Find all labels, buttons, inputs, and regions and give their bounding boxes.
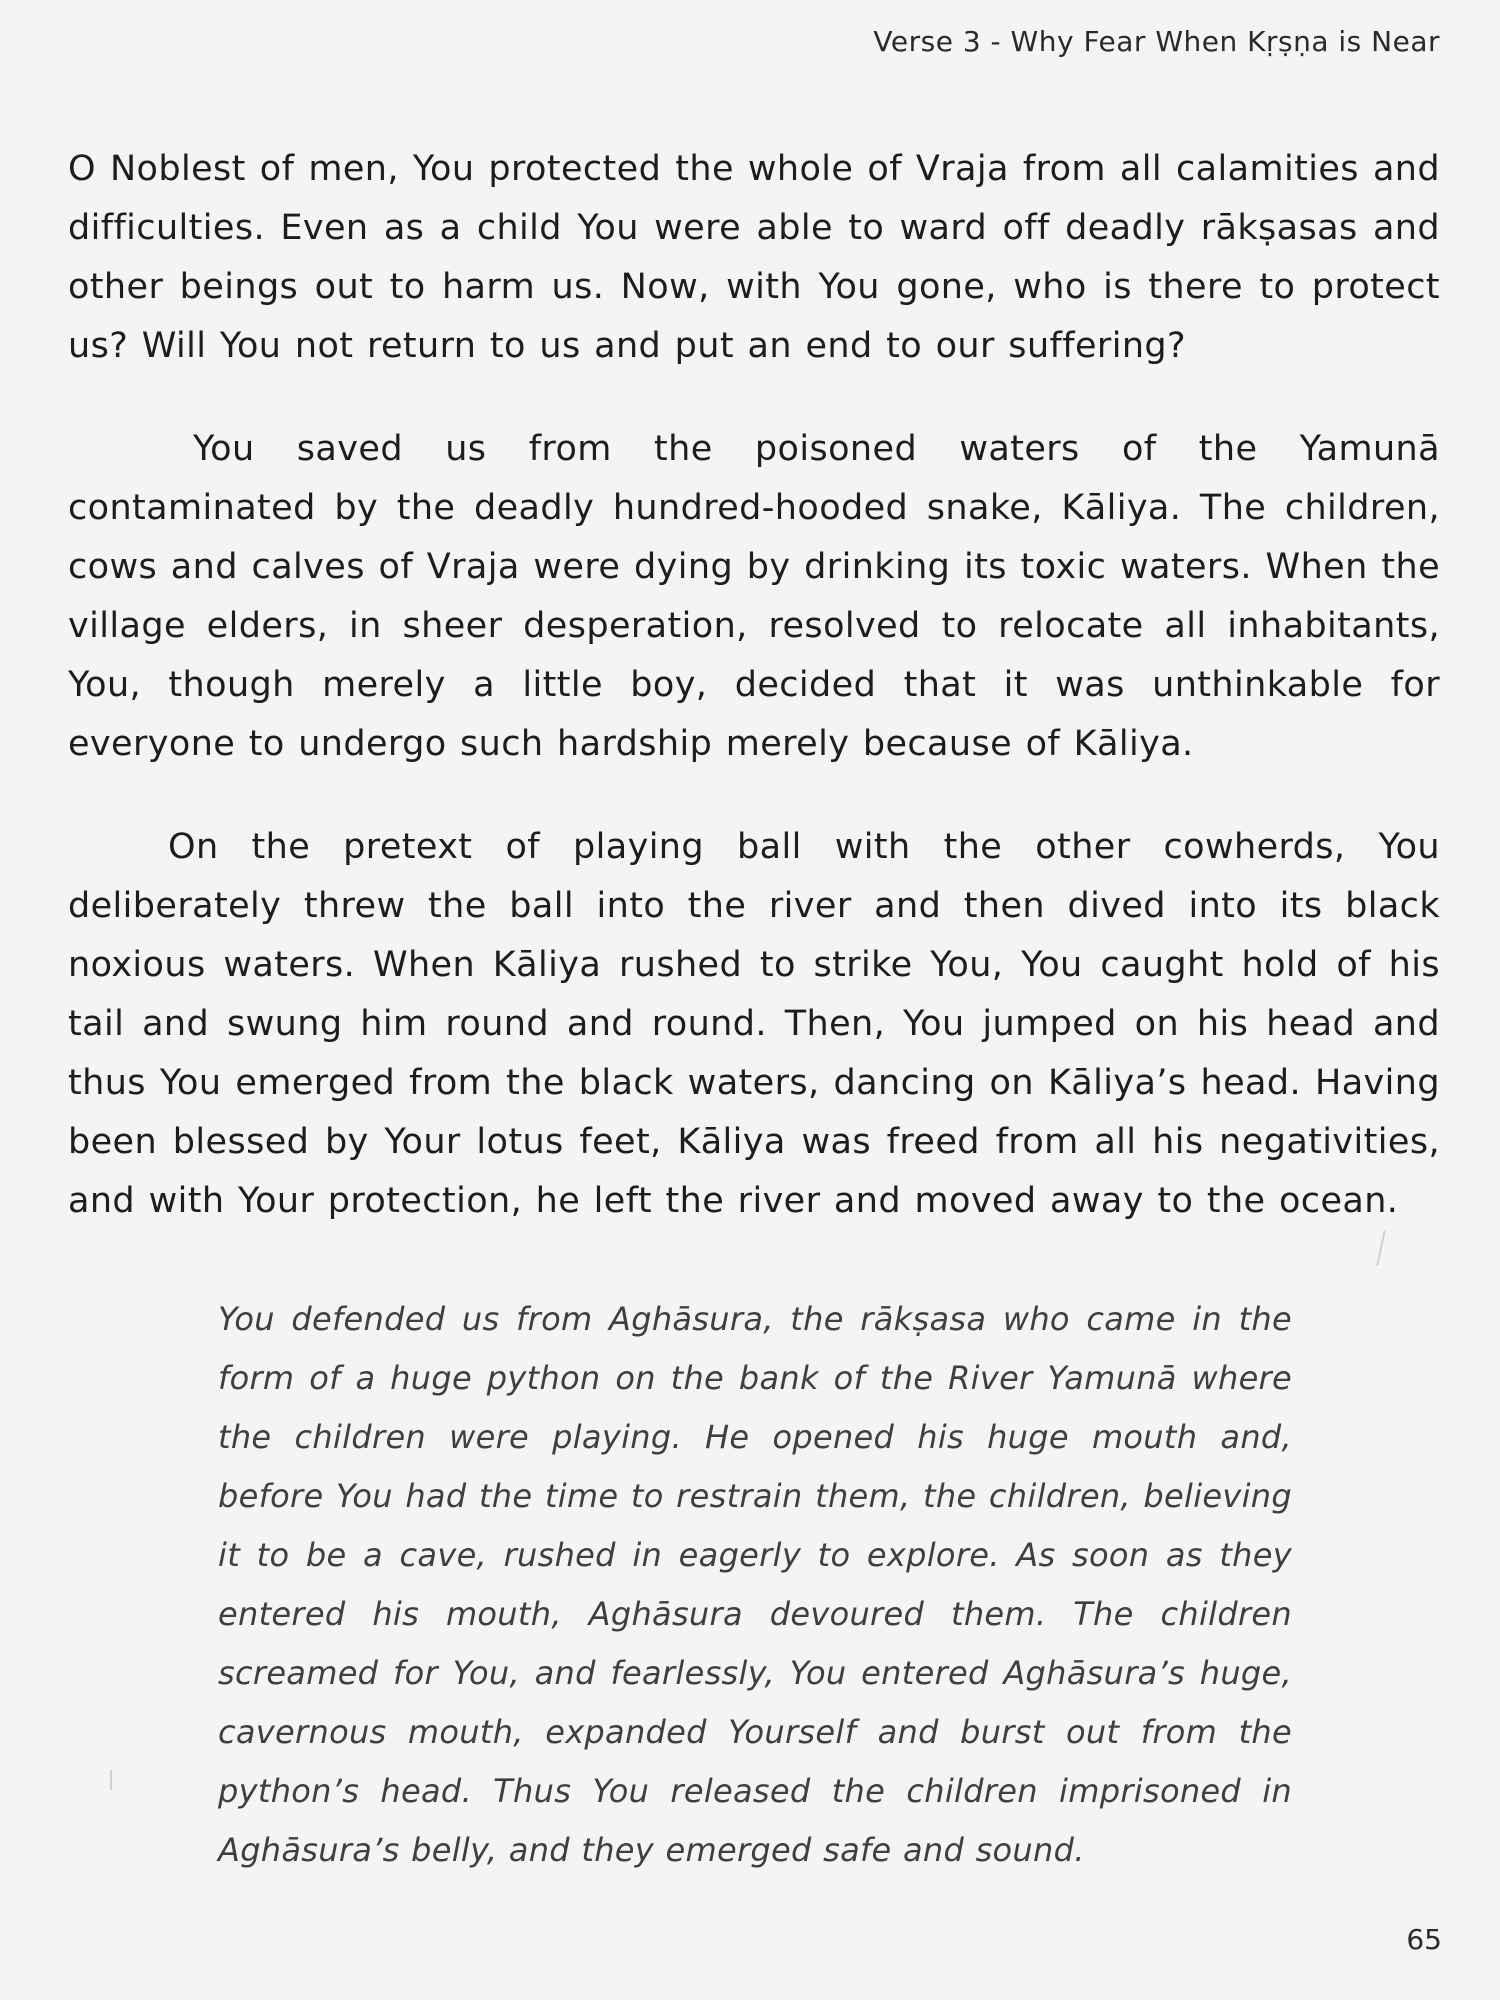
- paper-mark: [110, 1770, 112, 1790]
- body-text: [68, 140, 1440, 1275]
- paragraph-kaliya-dance: On the pretext of playing ball with the other cowherds, You deliberately threw the ball into the river and then dived into its black noxious waters. When Kāliya rushed to strike You, You caught hold of his tail and swung him round and round. Then, You jumped on his head and thus You emerged from the black waters, dancing on Kāliya’s head. Having been blessed by Your lotus feet, Kāliya was freed from all his negativities, and with Your protection, he left the river and moved away to the ocean.: [68, 827, 1440, 1221]
- aghasura-quote: You defended us from Aghāsura, the rākṣasa who came in the form of a huge python on the bank of the River Yamunā where the children were playing. He opened his huge mouth and, before You had the time to restrain them, the children, believing it to be a cave, rushed in eagerly to explore. As soon as they entered his mouth, Aghāsura devoured them. The children screamed for You, and fearlessly, You entered Aghāsura’s huge, cavernous mouth, expanded Yourself and burst out from the python’s head. Thus You released the children imprisoned in Aghāsura’s belly, and they emerged safe and sound.: [218, 1300, 1292, 1869]
- paragraph-vraja-protection: O Noblest of men, You protected the whole of Vraja from all calamities and difficulties. Even as a child You were able to ward off deadly rākṣasas and other beings out to harm us. Now, with You gone, who is there to protect us? Will You not return to us and put an end to our suffering?: [68, 149, 1440, 366]
- running-header: Verse 3 - Why Fear When Kṛṣṇa is Near: [873, 25, 1440, 58]
- page-number: 65: [1406, 1923, 1442, 1956]
- paragraph-kaliya-waters: You saved us from the poisoned waters of the Yamunā contaminated by the deadly hundred-hooded snake, Kāliya. The children, cows and calves of Vraja were dying by drinking its toxic waters. When the village elders, in sheer desperation, resolved to relocate all inhabitants, You, though merely a little boy, decided that it was unthinkable for everyone to undergo such hardship merely because of Kāliya.: [68, 429, 1440, 764]
